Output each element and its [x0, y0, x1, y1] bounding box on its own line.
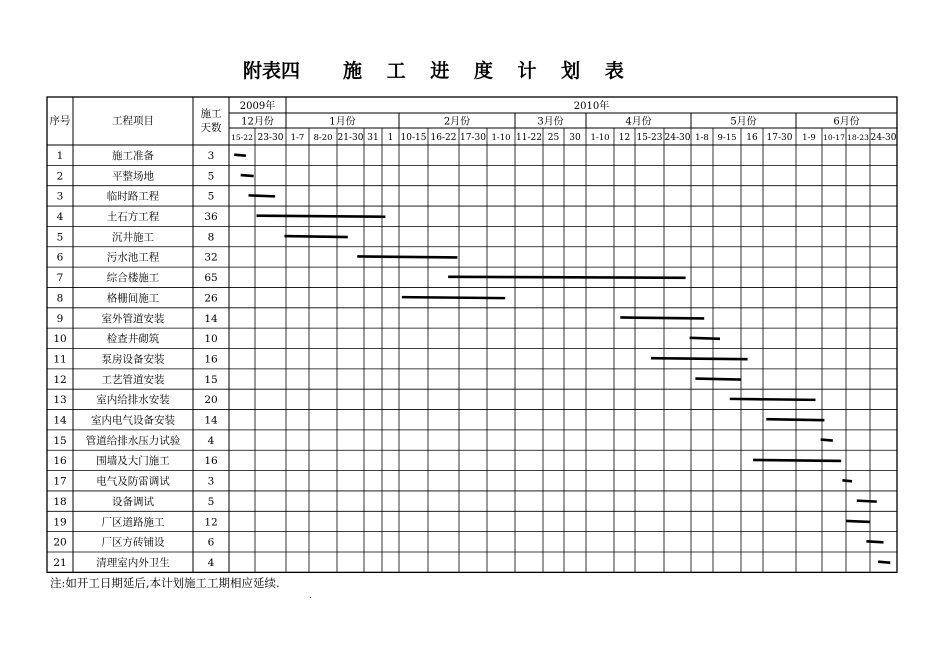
footnote: 注:如开工日期延后,本计划施工工期相应延续. [50, 576, 280, 590]
task-no: 20 [53, 536, 67, 549]
header-period: 16-22 [430, 133, 457, 143]
task-name: 工艺管道安装 [101, 373, 165, 386]
task-name: 室内电气设备安装 [91, 414, 175, 427]
task-no: 21 [53, 556, 67, 569]
task-name: 土石方工程 [106, 211, 160, 224]
task-days: 14 [204, 414, 218, 427]
task-days: 65 [204, 272, 218, 285]
task-no: 4 [56, 211, 64, 224]
header-period: 1-10 [590, 133, 610, 143]
task-days: 5 [207, 495, 215, 508]
header-period: 17-30 [460, 133, 486, 143]
task-days: 15 [204, 373, 218, 386]
task-days: 6 [207, 536, 215, 549]
header-days-line1: 施工 [200, 108, 222, 120]
header-period: 30 [569, 133, 581, 143]
task-no: 5 [56, 231, 64, 244]
task-name: 厂区方砖铺设 [101, 536, 165, 549]
header-period: 1-8 [695, 133, 709, 143]
task-no: 9 [56, 312, 64, 325]
header-period: 1 [387, 133, 394, 143]
task-name: 室内给排水安装 [96, 394, 170, 407]
task-days: 26 [204, 292, 218, 305]
task-days: 3 [207, 475, 215, 488]
task-bar [857, 501, 877, 502]
task-name: 管道给排水压力试验 [85, 434, 181, 447]
task-days: 3 [207, 149, 215, 162]
task-days: 5 [207, 190, 215, 203]
task-no: 3 [56, 190, 64, 203]
task-no: 10 [53, 333, 67, 346]
header-period: 21-30 [337, 133, 364, 143]
header-month: 4月份 [625, 116, 652, 128]
header-period: 25 [547, 133, 560, 143]
task-no: 7 [56, 272, 64, 285]
header-month: 5月份 [730, 116, 757, 128]
header-period: 15-23 [636, 133, 663, 143]
task-bar [753, 460, 841, 461]
table-border [47, 97, 897, 572]
header-period: 1-9 [802, 133, 816, 143]
task-no: 16 [53, 455, 67, 468]
task-name: 厂区道路施工 [101, 516, 165, 529]
header-month: 2月份 [443, 116, 471, 128]
header-period: 11-22 [516, 133, 542, 143]
header-period: 1-10 [491, 133, 511, 143]
header-month: 12月份 [241, 116, 274, 128]
task-no: 2 [56, 170, 64, 183]
header-days-line2: 天数 [200, 122, 222, 134]
task-no: 6 [56, 251, 64, 264]
task-name: 格栅间施工 [106, 292, 160, 305]
task-name: 沉井施工 [112, 231, 154, 244]
task-no: 17 [53, 475, 67, 488]
header-period: 1-7 [290, 133, 305, 143]
task-days: 8 [207, 231, 215, 244]
task-name: 围墙及大门施工 [96, 455, 170, 468]
task-bar [651, 358, 748, 359]
task-bar [249, 195, 276, 196]
stray-mark: . [309, 591, 312, 600]
task-name: 设备调试 [112, 495, 154, 508]
task-days: 4 [207, 434, 215, 447]
page-subtitle: 施 工 进 度 计 划 表 [343, 60, 633, 82]
task-bar [234, 155, 246, 156]
header-period: 24-30 [870, 133, 897, 143]
task-name: 检查井砌筑 [106, 333, 160, 346]
task-no: 12 [53, 373, 67, 386]
task-bar [448, 277, 685, 278]
task-name: 污水池工程 [106, 251, 160, 264]
task-name: 泵房设备安装 [101, 353, 165, 366]
page-title: 附表四 [243, 60, 301, 82]
task-no: 13 [53, 394, 67, 407]
task-days: 16 [204, 353, 218, 366]
task-no: 14 [53, 414, 67, 427]
task-name: 电气及防雷调试 [96, 475, 170, 488]
header-period: 31 [367, 133, 379, 143]
task-no: 19 [53, 516, 67, 529]
header-period: 24-30 [664, 133, 691, 143]
task-bar [766, 419, 824, 420]
task-days: 10 [204, 333, 218, 346]
header-period: 10-15 [400, 133, 427, 143]
task-bar [690, 338, 720, 339]
task-no: 11 [53, 353, 67, 366]
header-month: 3月份 [537, 116, 564, 128]
task-no: 8 [56, 292, 64, 305]
header-period: 16 [746, 133, 758, 143]
header-period: 23-30 [257, 133, 284, 143]
task-days: 4 [207, 556, 215, 569]
task-name: 室外管道安装 [101, 312, 165, 325]
task-name: 清理室内外卫生 [96, 556, 170, 569]
header-month: 6月份 [833, 116, 860, 128]
task-days: 32 [204, 251, 218, 264]
task-bar [241, 175, 254, 176]
task-days: 36 [204, 211, 218, 224]
task-bar [257, 216, 386, 217]
task-bar [620, 317, 704, 318]
task-bar [730, 399, 816, 400]
task-bar [357, 256, 457, 257]
task-bar [402, 297, 505, 298]
header-period: 18-23 [847, 133, 869, 142]
header-item: 工程项目 [112, 115, 154, 127]
header-seq: 序号 [49, 115, 71, 127]
task-days: 20 [204, 394, 218, 407]
header-period: 15-22 [231, 133, 253, 142]
header-period: 17-30 [766, 133, 793, 143]
task-no: 15 [53, 434, 67, 447]
task-name: 施工准备 [112, 149, 154, 162]
header-period: 8-20 [313, 133, 333, 143]
task-no: 1 [56, 149, 64, 162]
task-name: 平整场地 [112, 170, 154, 183]
header-year: 2010年 [573, 101, 610, 112]
header-period: 10-17 [823, 133, 845, 142]
task-bar [695, 379, 741, 380]
task-bar [846, 521, 870, 522]
header-period: 12 [618, 133, 631, 143]
task-no: 18 [53, 495, 67, 508]
task-bar [878, 562, 890, 563]
task-days: 14 [204, 312, 218, 325]
task-bar [821, 440, 833, 441]
header-period: 9-15 [717, 133, 737, 143]
task-name: 综合楼施工 [106, 272, 160, 285]
task-name: 临时路工程 [106, 190, 160, 203]
task-bar [866, 541, 883, 542]
header-month: 1月份 [329, 116, 356, 128]
task-days: 12 [204, 516, 218, 529]
task-bar [284, 236, 347, 237]
task-days: 5 [207, 170, 215, 183]
task-bar [842, 480, 852, 481]
task-days: 16 [204, 455, 218, 468]
header-year: 2009年 [239, 101, 276, 112]
